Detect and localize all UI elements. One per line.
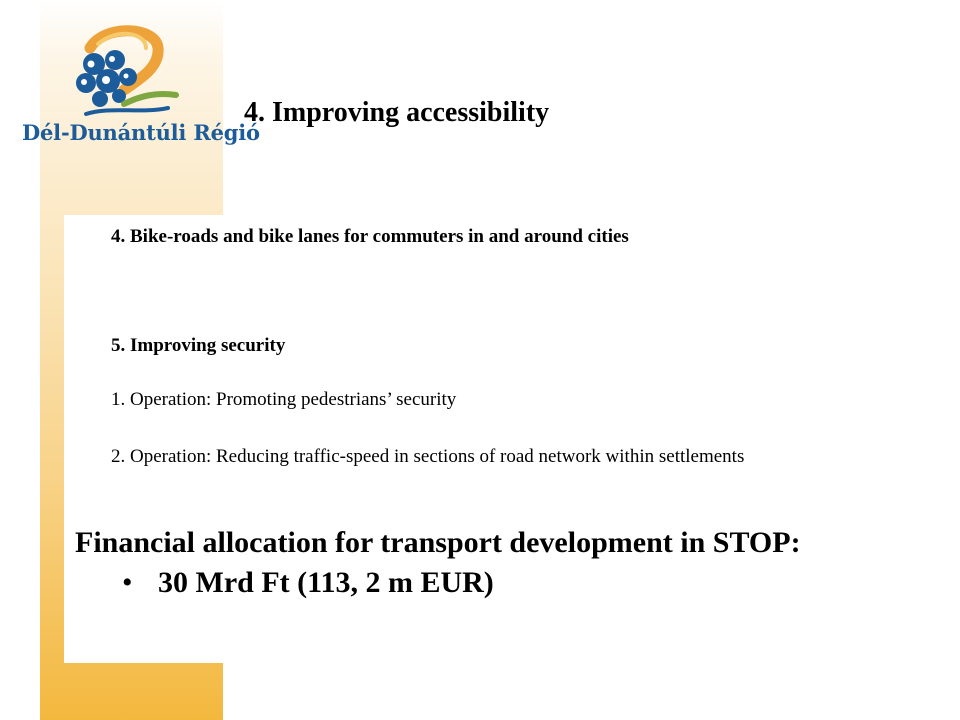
- financial-allocation-heading: Financial allocation for transport development in STOP:: [75, 526, 801, 559]
- region-logo: [20, 22, 260, 150]
- slide-title: 4. Improving accessibility: [244, 97, 550, 128]
- financial-allocation-bullet: [122, 566, 494, 600]
- logo-emblem-icon: [20, 22, 236, 122]
- bullet-icon: •: [122, 566, 133, 599]
- operation-traffic-speed-item: 2. Operation: Reducing traffic-speed in sections of road network within settlements: [111, 446, 745, 467]
- operation-pedestrian-security-item: 1. Operation: Promoting pedestrians’ security: [111, 389, 457, 410]
- improving-security-item: 5. Improving security: [111, 335, 286, 356]
- bike-roads-item: 4. Bike-roads and bike lanes for commuters in and around cities: [111, 226, 629, 247]
- financial-allocation-amount: 30 Mrd Ft (113, 2 m EUR): [158, 566, 494, 599]
- logo-text: Dél-Dunántúli Régió: [22, 120, 260, 145]
